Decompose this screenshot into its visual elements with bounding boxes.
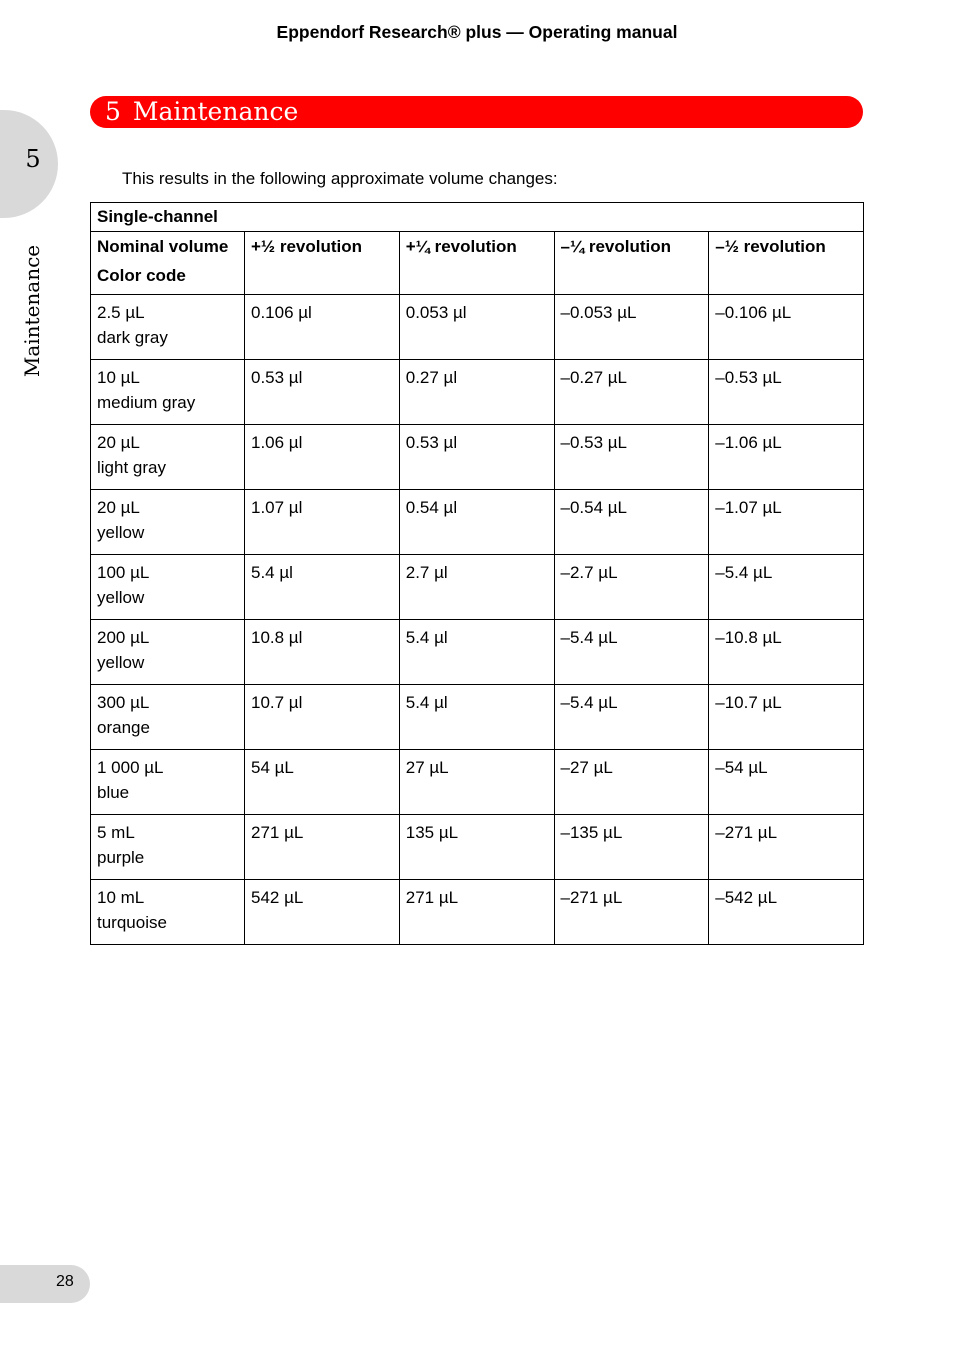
color-code-value: dark gray <box>97 328 168 347</box>
cell-half-revolution-minus: –542 µL <box>709 880 864 945</box>
nominal-volume-value: 2.5 µL <box>97 303 145 322</box>
cell-half-revolution-minus: –1.07 µL <box>709 490 864 555</box>
cell-half-revolution-minus: –1.06 µL <box>709 425 864 490</box>
page-number-tab <box>0 1265 90 1303</box>
table-row <box>91 360 864 425</box>
table-row <box>91 880 864 945</box>
cell-half-revolution-plus: 542 µL <box>245 880 400 945</box>
intro-paragraph: This results in the following approximate volume changes: <box>122 169 558 188</box>
cell-half-revolution-plus: 10.8 µl <box>245 620 400 685</box>
cell-nominal-volume <box>91 815 245 880</box>
header-quarter-revolution-plus: +¼ revolution <box>399 232 554 295</box>
nominal-volume-value: 20 µL <box>97 498 140 517</box>
header-nominal-volume <box>91 232 245 295</box>
color-code-value: orange <box>97 718 150 737</box>
nominal-volume-value: 1 000 µL <box>97 758 164 777</box>
cell-quarter-revolution-plus: 0.053 µl <box>399 295 554 360</box>
cell-quarter-revolution-plus: 0.54 µl <box>399 490 554 555</box>
table-title-row <box>91 203 864 232</box>
cell-quarter-revolution-plus: 5.4 µl <box>399 620 554 685</box>
cell-quarter-revolution-minus: –2.7 µL <box>554 555 709 620</box>
table-header-row <box>91 232 864 295</box>
header-quarter-revolution-minus: –¼ revolution <box>554 232 709 295</box>
cell-half-revolution-plus: 0.106 µl <box>245 295 400 360</box>
table-title: Single-channel <box>91 203 864 232</box>
color-code-value: purple <box>97 848 145 867</box>
table-row <box>91 490 864 555</box>
cell-quarter-revolution-minus: –0.54 µL <box>554 490 709 555</box>
color-code-value: blue <box>97 783 130 802</box>
chapter-title: Maintenance <box>132 97 299 126</box>
cell-half-revolution-plus: 1.07 µl <box>245 490 400 555</box>
cell-quarter-revolution-minus: –0.27 µL <box>554 360 709 425</box>
cell-quarter-revolution-plus: 271 µL <box>399 880 554 945</box>
cell-nominal-volume <box>91 490 245 555</box>
chapter-number: 5 <box>105 97 121 126</box>
cell-quarter-revolution-minus: –135 µL <box>554 815 709 880</box>
cell-nominal-volume <box>91 360 245 425</box>
cell-nominal-volume <box>91 685 245 750</box>
cell-half-revolution-plus: 10.7 µl <box>245 685 400 750</box>
cell-quarter-revolution-minus: –0.053 µL <box>554 295 709 360</box>
cell-half-revolution-minus: –10.8 µL <box>709 620 864 685</box>
table-row <box>91 555 864 620</box>
cell-quarter-revolution-minus: –27 µL <box>554 750 709 815</box>
chapter-heading <box>90 96 863 128</box>
header-half-revolution-minus: –½ revolution <box>709 232 864 295</box>
cell-nominal-volume <box>91 620 245 685</box>
color-code-value: yellow <box>97 588 145 607</box>
cell-nominal-volume <box>91 750 245 815</box>
color-code-value: light gray <box>97 458 166 477</box>
nominal-volume-value: 10 µL <box>97 368 140 387</box>
cell-half-revolution-plus: 271 µL <box>245 815 400 880</box>
cell-quarter-revolution-minus: –5.4 µL <box>554 685 709 750</box>
header-color-code-label: Color code <box>97 266 186 285</box>
nominal-volume-value: 5 mL <box>97 823 135 842</box>
volume-change-table <box>90 202 864 945</box>
cell-quarter-revolution-plus: 27 µL <box>399 750 554 815</box>
nominal-volume-value: 200 µL <box>97 628 150 647</box>
cell-quarter-revolution-minus: –271 µL <box>554 880 709 945</box>
table-row <box>91 685 864 750</box>
cell-quarter-revolution-plus: 0.53 µl <box>399 425 554 490</box>
cell-half-revolution-minus: –5.4 µL <box>709 555 864 620</box>
cell-half-revolution-minus: –10.7 µL <box>709 685 864 750</box>
cell-quarter-revolution-minus: –5.4 µL <box>554 620 709 685</box>
cell-half-revolution-minus: –0.53 µL <box>709 360 864 425</box>
cell-nominal-volume <box>91 880 245 945</box>
running-header: Eppendorf Research® plus — Operating manual <box>276 22 678 42</box>
table-row <box>91 750 864 815</box>
table-row <box>91 620 864 685</box>
nominal-volume-value: 10 mL <box>97 888 145 907</box>
cell-half-revolution-plus: 5.4 µl <box>245 555 400 620</box>
table-row <box>91 815 864 880</box>
page-number: 28 <box>56 1273 74 1290</box>
cell-half-revolution-minus: –271 µL <box>709 815 864 880</box>
cell-quarter-revolution-plus: 5.4 µl <box>399 685 554 750</box>
nominal-volume-value: 100 µL <box>97 563 150 582</box>
cell-half-revolution-minus: –54 µL <box>709 750 864 815</box>
table-row <box>91 425 864 490</box>
header-nominal-volume-label: Nominal volume <box>97 237 229 256</box>
cell-quarter-revolution-plus: 2.7 µl <box>399 555 554 620</box>
nominal-volume-value: 20 µL <box>97 433 140 452</box>
cell-quarter-revolution-plus: 0.27 µl <box>399 360 554 425</box>
side-tab-chapter-label: Maintenance <box>20 244 44 378</box>
color-code-value: yellow <box>97 523 145 542</box>
color-code-value: yellow <box>97 653 145 672</box>
cell-half-revolution-plus: 0.53 µl <box>245 360 400 425</box>
side-tab-chapter-number: 5 <box>25 145 41 173</box>
cell-half-revolution-plus: 1.06 µl <box>245 425 400 490</box>
nominal-volume-value: 300 µL <box>97 693 150 712</box>
cell-quarter-revolution-plus: 135 µL <box>399 815 554 880</box>
color-code-value: medium gray <box>97 393 196 412</box>
cell-quarter-revolution-minus: –0.53 µL <box>554 425 709 490</box>
cell-half-revolution-minus: –0.106 µL <box>709 295 864 360</box>
cell-nominal-volume <box>91 425 245 490</box>
header-half-revolution-plus: +½ revolution <box>245 232 400 295</box>
cell-half-revolution-plus: 54 µL <box>245 750 400 815</box>
cell-nominal-volume <box>91 295 245 360</box>
table-row <box>91 295 864 360</box>
color-code-value: turquoise <box>97 913 167 932</box>
cell-nominal-volume <box>91 555 245 620</box>
